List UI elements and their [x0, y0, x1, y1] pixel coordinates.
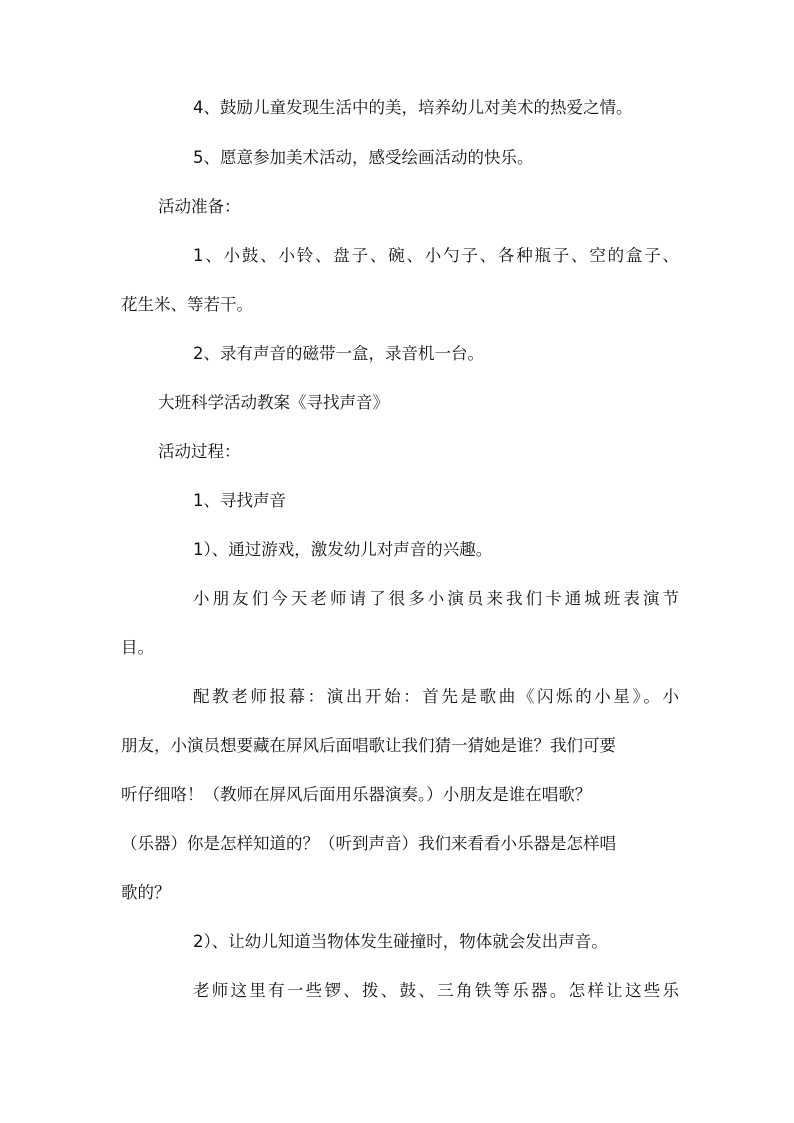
paragraph-kids-line-2: 目。	[121, 638, 154, 657]
paragraph-prep-1-line-2: 花生米、等若干。	[121, 295, 253, 314]
paragraph-kids-line-1: 小朋友们今天老师请了很多小演员来我们卡通城班表演节	[193, 589, 679, 608]
heading-lesson-title: 大班科学活动教案《寻找声音》	[158, 393, 389, 412]
heading-activity-preparation: 活动准备：	[158, 197, 241, 216]
paragraph-goal-5: 5、愿意参加美术活动，感受绘画活动的快乐。	[193, 148, 534, 167]
paragraph-announce-line-4: （乐器）你是怎样知道的？（听到声音）我们来看看小乐器是怎样唱	[121, 834, 616, 853]
paragraph-announce-line-1: 配教老师报幕：演出开始：首先是歌曲《闪烁的小星》。小	[193, 687, 679, 706]
paragraph-prep-2: 2、录有声音的磁带一盒，录音机一台。	[193, 344, 484, 363]
subheading-find-sound: 1、寻找声音	[193, 491, 286, 510]
paragraph-announce-line-3: 听仔细咯！（教师在屏风后面用乐器演奏。）小朋友是谁在唱歌？	[121, 785, 592, 804]
paragraph-goal-4: 4、鼓励儿童发现生活中的美，培养幼儿对美术的热爱之情。	[193, 98, 633, 117]
paragraph-announce-line-5: 歌的？	[121, 883, 171, 902]
paragraph-step-1: 1）、通过游戏，激发幼儿对声音的兴趣。	[193, 540, 493, 559]
paragraph-prep-1-line-1: 1、小鼓、小铃、盘子、碗、小勺子、各种瓶子、空的盒子、	[193, 246, 679, 265]
paragraph-announce-line-2: 朋友，小演员想要藏在屏风后面唱歌让我们猜一猜她是谁？我们可要	[121, 736, 616, 755]
heading-activity-process: 活动过程：	[158, 442, 241, 461]
paragraph-instruments-line-1: 老师这里有一些锣、拨、鼓、三角铁等乐器。怎样让这些乐	[193, 981, 679, 1000]
paragraph-step-2: 2）、让幼儿知道当物体发生碰撞时，物体就会发出声音。	[193, 932, 608, 951]
